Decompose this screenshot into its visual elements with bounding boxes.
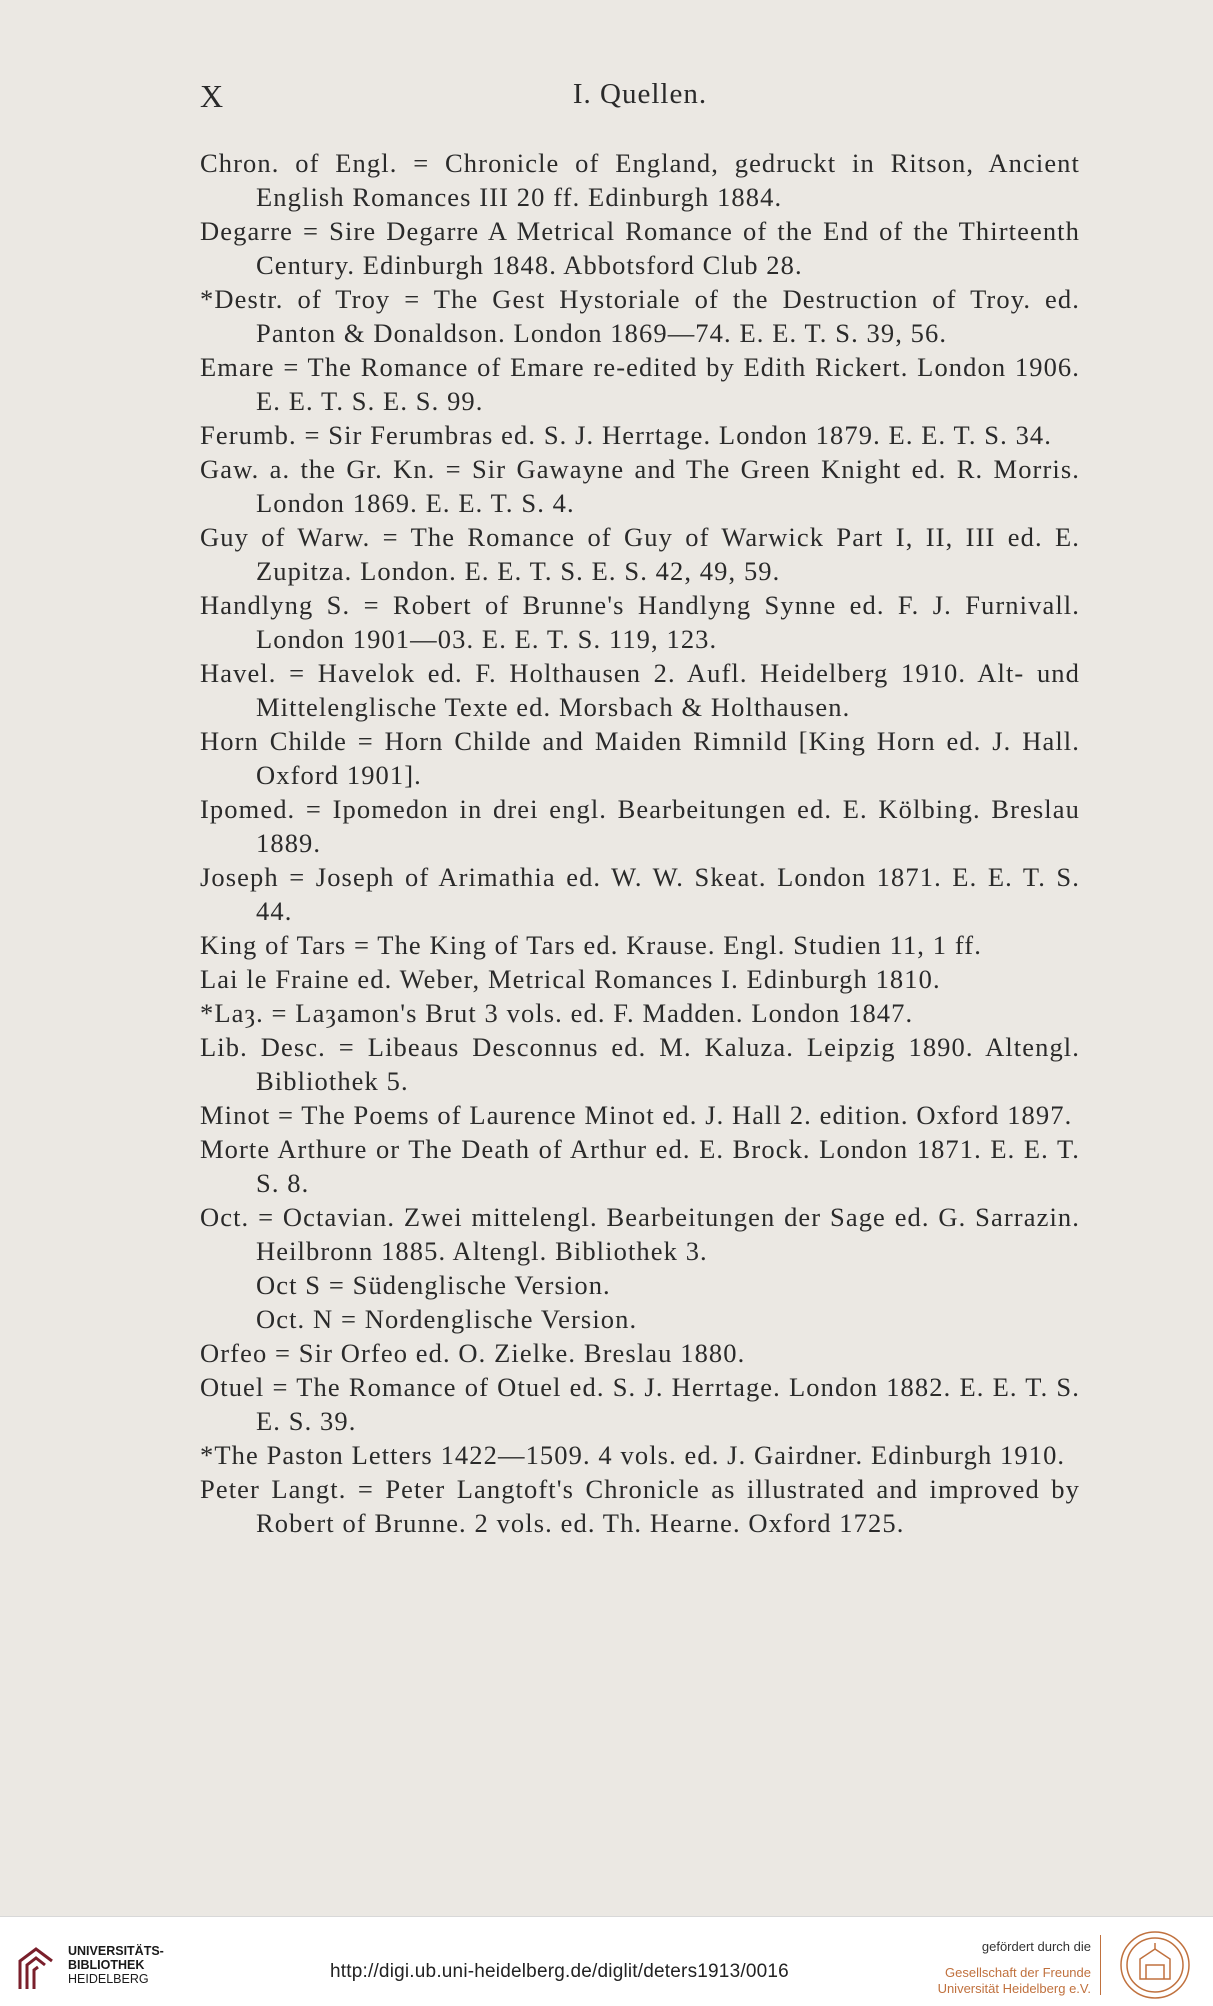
bibliography-subentry: Oct. N = Nordenglische Version. [256,1304,638,1334]
society-name-line: Universität Heidelberg e.V. [937,1981,1091,1996]
library-name [68,1944,164,1986]
page-header [200,78,1080,118]
bibliography-entry: Gaw. a. the Gr. Kn. = Sir Gawayne and The Green Knight ed. R. Morris. London 1869. E. E. T. S. 4. [200,454,1080,518]
library-name-line: HEIDELBERG [68,1972,149,1986]
bibliography-entry: Ipomed. = Ipomedon in drei engl. Bearbeitungen ed. E. Kölbing. Breslau 1889. [200,794,1080,858]
bibliography-entry: Emare = The Romance of Emare re-edited by Edith Rickert. London 1906. E. E. T. S. E. S. 99. [200,352,1080,416]
bibliography-entry: Chron. of Engl. = Chronicle of England, gedruckt in Ritson, Ancient English Romances III 20 ff. Edinburgh 1884. [200,148,1080,212]
running-title: I. Quellen. [572,78,708,110]
bibliography-entry: King of Tars = The King of Tars ed. Krause. Engl. Studien 11, 1 ff. [200,930,982,960]
bibliography-entry: Minot = The Poems of Laurence Minot ed. J. Hall 2. edition. Oxford 1897. [200,1100,1073,1130]
permalink-url[interactable]: http://digi.ub.uni-heidelberg.de/diglit/deters1913/0016 [330,1961,789,1982]
bibliography-entry: Lib. Desc. = Libeaus Desconnus ed. M. Kaluza. Leipzig 1890. Altengl. Bibliothek 5. [200,1032,1080,1096]
page-number: X [200,78,225,114]
bibliography-entry: Lai le Fraine ed. Weber, Metrical Romances I. Edinburgh 1810. [200,964,941,994]
bibliography-entry: Joseph = Joseph of Arimathia ed. W. W. Skeat. London 1871. E. E. T. S. 44. [200,862,1080,926]
bibliography-subentry: Oct S = Südenglische Version. [256,1270,611,1300]
university-seal-icon [1116,1929,1194,2001]
footer-divider [1100,1935,1101,1995]
bibliography-entry: Morte Arthure or The Death of Arthur ed. E. Brock. London 1871. E. E. T. S. 8. [200,1134,1080,1198]
bibliography-entry: Horn Childe = Horn Childe and Maiden Rimnild [King Horn ed. J. Hall. Oxford 1901]. [200,726,1080,790]
digitization-footer [0,1916,1213,2006]
funded-by-text: gefördert durch die [981,1939,1091,1954]
bibliography-entry: *Destr. of Troy = The Gest Hystoriale of the Destruction of Troy. ed. Panton & Donaldson. London 1869—74. E. E. T. S. 39, 56. [200,284,1080,348]
library-name-line: UNIVERSITÄTS- [68,1944,164,1958]
bibliography-entry: *The Paston Letters 1422—1509. 4 vols. ed. J. Gairdner. Edinburgh 1910. [200,1440,1066,1470]
bibliography-entry: Handlyng S. = Robert of Brunne's Handlyng Synne ed. F. J. Furnivall. London 1901—03. E. E. T. S. 119, 123. [200,590,1080,654]
bibliography-entry: Otuel = The Romance of Otuel ed. S. J. Herrtage. London 1882. E. E. T. S. E. S. 39. [200,1372,1080,1436]
bibliography-entry: Oct. = Octavian. Zwei mittelengl. Bearbeitungen der Sage ed. G. Sarrazin. Heilbronn 1885. Altengl. Bibliothek 3. [200,1202,1080,1266]
ub-heidelberg-logo-icon [14,1943,58,1993]
bibliography-entry: Ferumb. = Sir Ferumbras ed. S. J. Herrtage. London 1879. E. E. T. S. 34. [200,420,1053,450]
bibliography-entry: *Laȝ. = Laȝamon's Brut 3 vols. ed. F. Madden. London 1847. [200,998,914,1028]
sponsor-credit [901,1939,1091,1997]
bibliography-entry: Degarre = Sire Degarre A Metrical Romance of the End of the Thirteenth Century. Edinburgh 1848. Abbotsford Club 28. [200,216,1080,280]
bibliography-entry: Peter Langt. = Peter Langtoft's Chronicle as illustrated and improved by Robert of Brunne. 2 vols. ed. Th. Hearne. Oxford 1725. [200,1474,1080,1538]
bibliography-entry: Guy of Warw. = The Romance of Guy of Warwick Part I, II, III ed. E. Zupitza. London. E. E. T. S. E. S. 42, 49, 59. [200,522,1080,586]
bibliography-entry: Havel. = Havelok ed. F. Holthausen 2. Aufl. Heidelberg 1910. Alt- und Mittelenglische Texte ed. Morsbach & Holthausen. [200,658,1080,722]
society-name-line: Gesellschaft der Freunde [945,1965,1091,1980]
bibliography-list [200,146,1080,1540]
bibliography-entry: Orfeo = Sir Orfeo ed. O. Zielke. Breslau 1880. [200,1338,746,1368]
library-name-line: BIBLIOTHEK [68,1958,145,1972]
